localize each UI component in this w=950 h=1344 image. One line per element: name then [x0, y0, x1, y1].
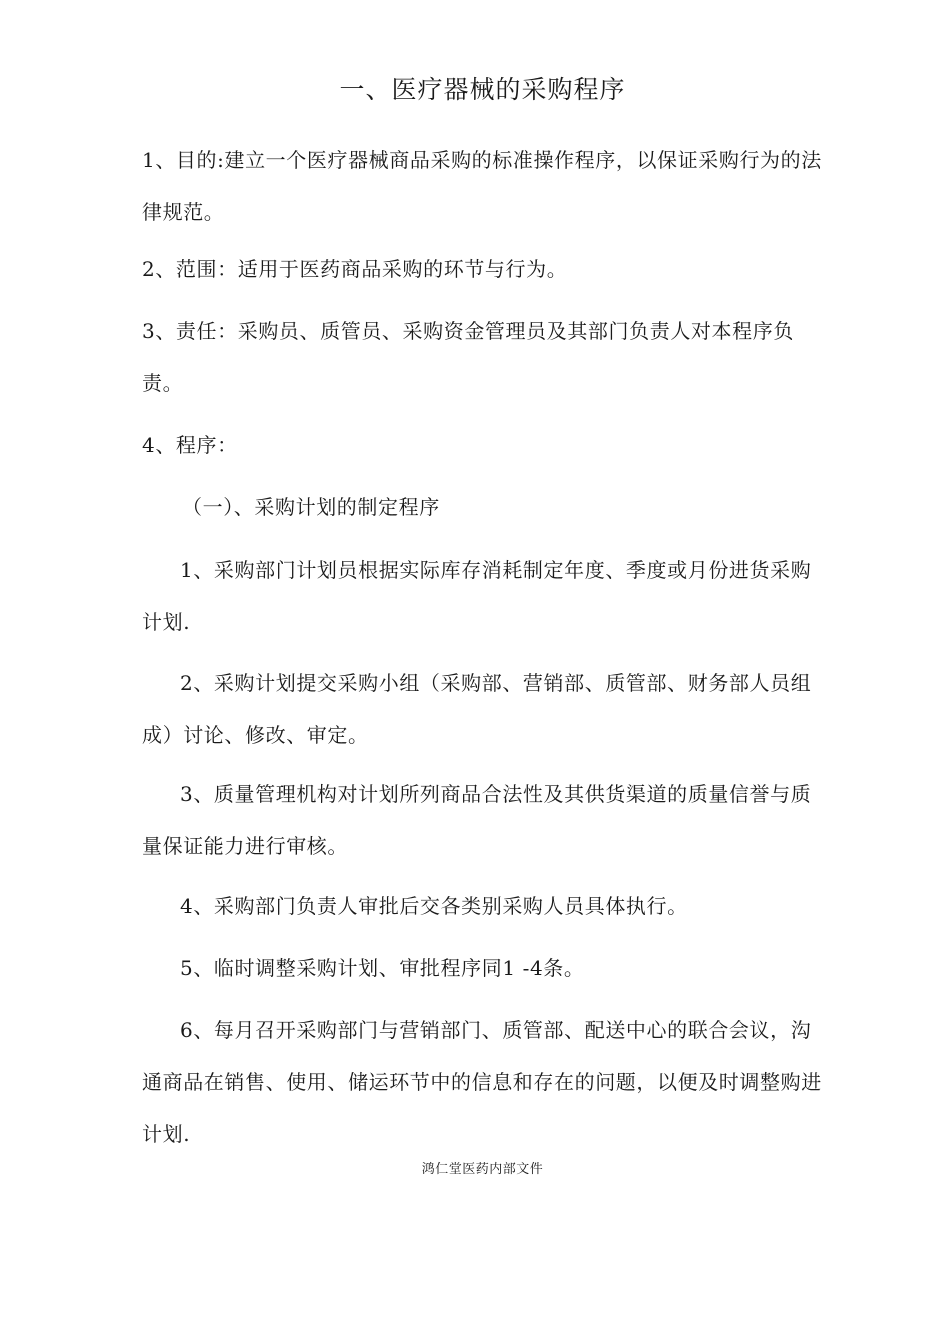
- section-scope: 2、范围：适用于医药商品采购的环节与行为。: [142, 257, 568, 281]
- document-footer: 鸿仁堂医药内部文件: [421, 1162, 544, 1177]
- step-item: 3、质量管理机构对计划所列商品合法性及其供货渠道的质量信誉与质量保证能力进行审核。: [142, 782, 812, 858]
- step-item: 1、采购部门计划员根据实际库存消耗制定年度、季度或月份进货采购计划.: [142, 558, 812, 634]
- section-procedure: 4、程序：: [142, 433, 238, 457]
- document-title: 一、医疗器械的采购程序: [339, 75, 626, 104]
- step-item: 2、采购计划提交采购小组（采购部、营销部、质管部、财务部人员组成）讨论、修改、审定。: [142, 671, 812, 747]
- step-item: 4、采购部门负责人审批后交各类别采购人员具体执行。: [180, 894, 688, 918]
- section-responsibility: 3、责任：采购员、质管员、采购资金管理员及其部门负责人对本程序负责。: [142, 319, 794, 395]
- step-item: 6、每月召开采购部门与营销部门、质管部、配送中心的联合会议，沟通商品在销售、使用、储运环节中的信息和存在的问题，以便及时调整购进计划.: [142, 1018, 822, 1146]
- subsection-title: （一）、采购计划的制定程序: [182, 495, 440, 519]
- section-purpose: 1、目的:建立一个医疗器械商品采购的标准操作程序，以保证采购行为的法律规范。: [142, 148, 822, 224]
- step-item: 5、临时调整采购计划、审批程序同1 -4条。: [180, 956, 585, 980]
